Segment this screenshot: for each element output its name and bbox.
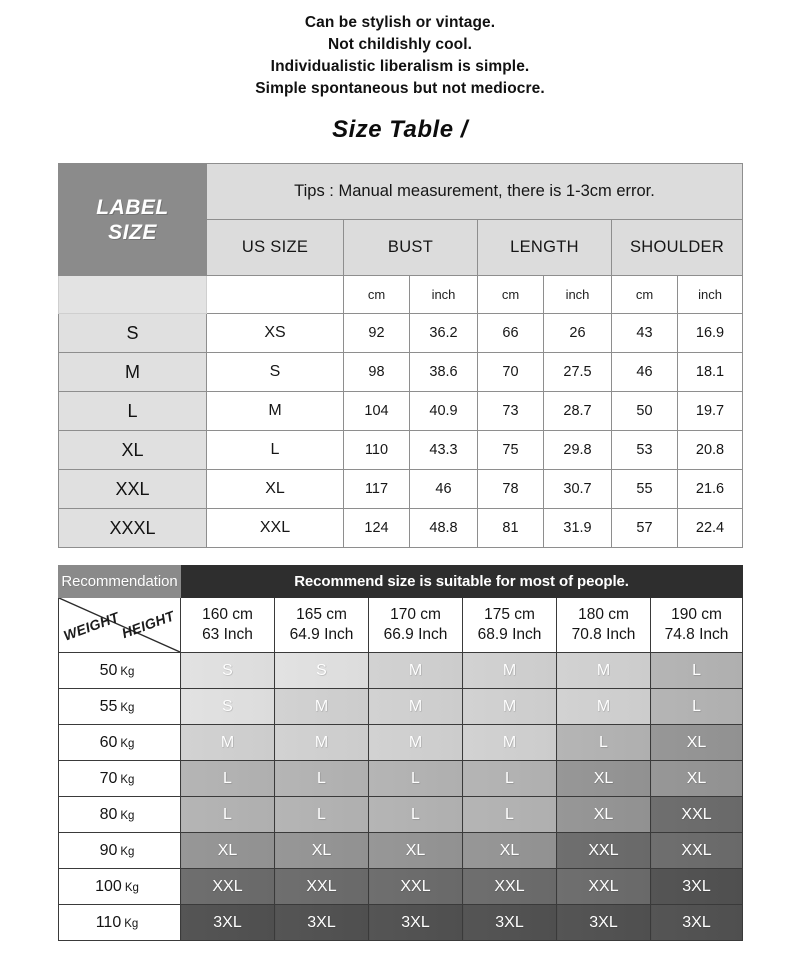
table-row [59, 833, 743, 869]
recommended-size-cell: 3XL [181, 905, 275, 941]
weight-label [59, 653, 181, 689]
recommended-size-cell: 3XL [369, 905, 463, 941]
cell-bust-inch: 36.2 [410, 314, 478, 353]
cell-us-size: XXL [207, 509, 344, 548]
row-label: L [59, 392, 207, 431]
cell-us-size: XS [207, 314, 344, 353]
height-header [651, 598, 743, 653]
recommended-size-cell: M [557, 689, 651, 725]
unit-length-cm: cm [478, 276, 544, 314]
height-inch: 66.9 Inch [383, 626, 448, 643]
tips-note: Tips : Manual measurement, there is 1-3cm error. [207, 164, 743, 220]
unit-shoulder-inch: inch [678, 276, 743, 314]
column-header-us-size: US SIZE [207, 220, 344, 276]
cell-bust-cm: 117 [344, 470, 410, 509]
cell-length-inch: 30.7 [544, 470, 612, 509]
diagonal-label-height: HEIGHT [119, 607, 177, 642]
height-weight-diagonal-cell [59, 598, 181, 653]
recommended-size-cell: M [275, 689, 369, 725]
cell-bust-cm: 98 [344, 353, 410, 392]
unit-shoulder-cm: cm [612, 276, 678, 314]
table-row [59, 653, 743, 689]
weight-value: 70 [99, 769, 118, 787]
recommended-size-cell: L [275, 797, 369, 833]
height-inch: 64.9 Inch [289, 626, 354, 643]
table-row [59, 470, 743, 509]
recommended-size-cell: L [369, 761, 463, 797]
height-inch: 63 Inch [202, 626, 253, 643]
cell-length-inch: 29.8 [544, 431, 612, 470]
recommended-size-cell: M [463, 725, 557, 761]
table-row [59, 314, 743, 353]
table-row [59, 689, 743, 725]
table-row [59, 761, 743, 797]
units-row-corner [59, 276, 207, 314]
height-header [369, 598, 463, 653]
recommended-size-cell: S [181, 653, 275, 689]
cell-shoulder-cm: 43 [612, 314, 678, 353]
height-header [275, 598, 369, 653]
recommended-size-cell: M [463, 689, 557, 725]
table-row-tips [59, 164, 743, 220]
weight-label [59, 689, 181, 725]
cell-length-inch: 27.5 [544, 353, 612, 392]
row-label: XL [59, 431, 207, 470]
weight-label [59, 725, 181, 761]
table-row-units [59, 276, 743, 314]
cell-shoulder-inch: 19.7 [678, 392, 743, 431]
table-row [59, 797, 743, 833]
label-size-line-2: SIZE [108, 220, 157, 244]
recommended-size-cell: M [275, 725, 369, 761]
recommended-size-cell: 3XL [651, 905, 743, 941]
recommended-size-cell: XXL [369, 869, 463, 905]
table-row [59, 353, 743, 392]
label-size-line-1: LABEL [96, 195, 169, 219]
diagonal-label-weight: WEIGHT [61, 608, 122, 644]
recommended-size-cell: L [651, 689, 743, 725]
height-cm: 160 cm [202, 606, 253, 623]
height-inch: 68.9 Inch [477, 626, 542, 643]
cell-shoulder-inch: 21.6 [678, 470, 743, 509]
cell-length-cm: 78 [478, 470, 544, 509]
weight-label [59, 869, 181, 905]
recommended-size-cell: M [557, 653, 651, 689]
weight-unit: Kg [120, 845, 135, 858]
recommended-size-cell: S [275, 653, 369, 689]
height-cm: 190 cm [671, 606, 722, 623]
cell-bust-inch: 38.6 [410, 353, 478, 392]
weight-value: 110 [95, 913, 122, 931]
recommended-size-cell: XL [369, 833, 463, 869]
recommended-size-cell: XXL [651, 797, 743, 833]
weight-unit: Kg [120, 737, 135, 750]
recommended-size-cell: XXL [275, 869, 369, 905]
weight-label [59, 833, 181, 869]
height-inch: 74.8 Inch [664, 626, 729, 643]
weight-value: 50 [99, 661, 118, 679]
recommended-size-cell: L [369, 797, 463, 833]
weight-label [59, 761, 181, 797]
weight-value: 90 [99, 841, 118, 859]
recommended-size-cell: L [557, 725, 651, 761]
recommendation-banner: Recommend size is suitable for most of people. [181, 566, 743, 598]
height-cm: 175 cm [484, 606, 535, 623]
recommended-size-cell: 3XL [651, 869, 743, 905]
recommended-size-cell: M [369, 689, 463, 725]
recommended-size-cell: XXL [557, 869, 651, 905]
column-header-shoulder: SHOULDER [612, 220, 743, 276]
recommended-size-cell: XXL [651, 833, 743, 869]
cell-bust-inch: 43.3 [410, 431, 478, 470]
recommended-size-cell: XL [463, 833, 557, 869]
recommended-size-cell: M [369, 653, 463, 689]
weight-unit: Kg [120, 665, 135, 678]
cell-bust-inch: 40.9 [410, 392, 478, 431]
intro-line-2: Not childishly cool. [327, 36, 473, 53]
weight-unit: Kg [124, 881, 139, 894]
row-label: S [59, 314, 207, 353]
table-row [59, 431, 743, 470]
cell-bust-cm: 110 [344, 431, 410, 470]
cell-shoulder-inch: 16.9 [678, 314, 743, 353]
recommended-size-cell: M [463, 653, 557, 689]
recommended-size-cell: L [181, 761, 275, 797]
recommended-size-cell: XL [557, 797, 651, 833]
recommended-size-cell: XL [275, 833, 369, 869]
intro-line-1: Can be stylish or vintage. [304, 14, 496, 31]
cell-bust-cm: 124 [344, 509, 410, 548]
recommended-size-cell: L [275, 761, 369, 797]
cell-shoulder-cm: 53 [612, 431, 678, 470]
weight-unit: Kg [120, 773, 135, 786]
table-row [59, 905, 743, 941]
table-row [59, 869, 743, 905]
recommended-size-cell: M [181, 725, 275, 761]
cell-length-cm: 75 [478, 431, 544, 470]
cell-us-size: S [207, 353, 344, 392]
cell-shoulder-cm: 46 [612, 353, 678, 392]
recommended-size-cell: L [463, 761, 557, 797]
cell-shoulder-cm: 57 [612, 509, 678, 548]
cell-shoulder-cm: 55 [612, 470, 678, 509]
recommended-size-cell: XL [557, 761, 651, 797]
recommended-size-cell: L [181, 797, 275, 833]
height-header [557, 598, 651, 653]
cell-length-inch: 31.9 [544, 509, 612, 548]
weight-value: 80 [99, 805, 118, 823]
recommended-size-cell: XXL [463, 869, 557, 905]
recommended-size-cell: 3XL [557, 905, 651, 941]
cell-bust-inch: 46 [410, 470, 478, 509]
weight-unit: Kg [120, 809, 135, 822]
cell-bust-cm: 92 [344, 314, 410, 353]
recommended-size-cell: L [463, 797, 557, 833]
cell-us-size: L [207, 431, 344, 470]
cell-shoulder-cm: 50 [612, 392, 678, 431]
recommended-size-cell: 3XL [463, 905, 557, 941]
cell-shoulder-inch: 22.4 [678, 509, 743, 548]
height-cm: 180 cm [578, 606, 629, 623]
size-table [58, 163, 742, 548]
table-row [59, 509, 743, 548]
row-label: M [59, 353, 207, 392]
unit-bust-inch: inch [410, 276, 478, 314]
intro-line-3: Individualistic liberalism is simple. [270, 58, 530, 75]
units-row-us-blank [207, 276, 344, 314]
weight-label [59, 797, 181, 833]
cell-length-cm: 70 [478, 353, 544, 392]
unit-bust-cm: cm [344, 276, 410, 314]
cell-length-inch: 26 [544, 314, 612, 353]
recommended-size-cell: 3XL [275, 905, 369, 941]
intro-line-4: Simple spontaneous but not mediocre. [255, 80, 545, 97]
recommended-size-cell: XL [651, 725, 743, 761]
cell-shoulder-inch: 20.8 [678, 431, 743, 470]
recommended-size-cell: XXL [557, 833, 651, 869]
cell-bust-inch: 48.8 [410, 509, 478, 548]
cell-length-cm: 73 [478, 392, 544, 431]
cell-length-inch: 28.7 [544, 392, 612, 431]
cell-length-cm: 81 [478, 509, 544, 548]
recommended-size-cell: XL [651, 761, 743, 797]
weight-value: 55 [99, 697, 118, 715]
label-size-cell [59, 164, 207, 276]
intro-text-block [0, 0, 800, 100]
height-header [181, 598, 275, 653]
recommended-size-cell: M [369, 725, 463, 761]
recommended-size-cell: XXL [181, 869, 275, 905]
recommended-size-cell: S [181, 689, 275, 725]
recommended-size-cell: L [651, 653, 743, 689]
recommendation-table [58, 565, 742, 941]
row-label: XXL [59, 470, 207, 509]
row-label: XXXL [59, 509, 207, 548]
recommended-size-cell: XL [181, 833, 275, 869]
height-header [463, 598, 557, 653]
table-row [59, 725, 743, 761]
unit-length-inch: inch [544, 276, 612, 314]
column-header-length: LENGTH [478, 220, 612, 276]
weight-value: 100 [95, 877, 122, 895]
weight-label [59, 905, 181, 941]
cell-us-size: M [207, 392, 344, 431]
table-row [59, 392, 743, 431]
table-row-height-headers [59, 598, 743, 653]
cell-shoulder-inch: 18.1 [678, 353, 743, 392]
weight-unit: Kg [120, 701, 135, 714]
weight-value: 60 [99, 733, 118, 751]
table-row-recommendation-banner [59, 566, 743, 598]
height-cm: 170 cm [390, 606, 441, 623]
weight-unit: Kg [124, 917, 139, 930]
cell-length-cm: 66 [478, 314, 544, 353]
page-title: Size Table / [332, 116, 468, 143]
height-cm: 165 cm [296, 606, 347, 623]
height-inch: 70.8 Inch [571, 626, 636, 643]
cell-bust-cm: 104 [344, 392, 410, 431]
column-header-bust: BUST [344, 220, 478, 276]
recommendation-corner-label: Recommendation [59, 566, 181, 598]
cell-us-size: XL [207, 470, 344, 509]
